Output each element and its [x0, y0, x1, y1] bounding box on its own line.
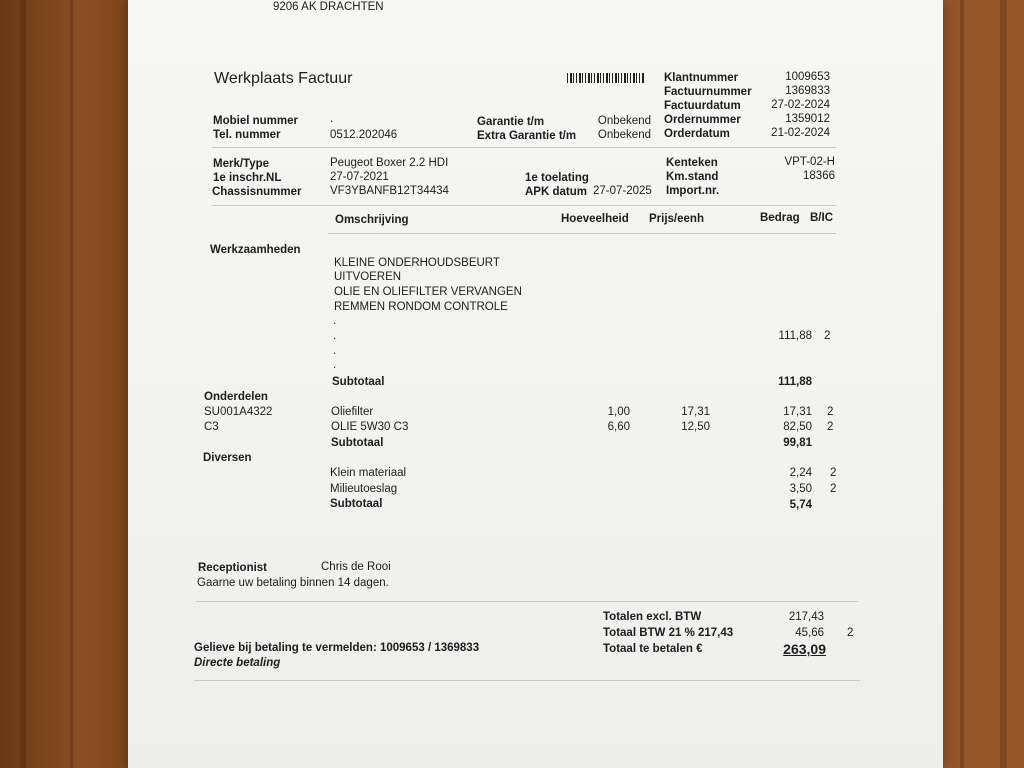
total-due-value: 263,09 — [783, 641, 826, 657]
part-desc: Oliefilter — [331, 406, 374, 418]
address-line: 9206 AK DRACHTEN — [273, 1, 384, 13]
werk-line: REMMEN RONDOM CONTROLE — [334, 301, 508, 313]
meta-value-factuurnummer: 1369833 — [785, 85, 830, 97]
diversen-subtotal-label: Subtotaal — [330, 498, 383, 510]
payment-method: Directe betaling — [194, 657, 281, 669]
tel-label: Tel. nummer — [213, 129, 281, 141]
meta-value-klantnummer: 1009653 — [785, 71, 830, 83]
part-price: 12,50 — [681, 421, 710, 433]
receptionist-name: Chris de Rooi — [321, 561, 391, 573]
kenteken-label: Kenteken — [666, 157, 718, 169]
chassis-label: Chassisnummer — [212, 186, 302, 198]
werk-subtotal-label: Subtotaal — [332, 376, 385, 388]
total-btw-value: 45,66 — [795, 627, 824, 639]
part-bic: 2 — [827, 421, 834, 433]
divers-bic: 2 — [830, 483, 837, 495]
meta-value-orderdatum: 21-02-2024 — [771, 127, 830, 139]
werk-dot: . — [333, 359, 337, 371]
werk-line: KLEINE ONDERHOUDSBEURT — [334, 257, 500, 269]
werk-heading: Werkzaamheden — [210, 244, 301, 256]
total-btw-code: 2 — [847, 627, 854, 639]
garantie-label: Garantie t/m — [477, 116, 545, 128]
meta-label-factuurnummer: Factuurnummer — [664, 86, 752, 98]
part-amount: 82,50 — [783, 421, 812, 433]
part-qty: 6,60 — [607, 421, 630, 433]
part-amount: 17,31 — [783, 406, 812, 418]
divers-desc: Milieutoeslag — [330, 483, 398, 495]
extra-garantie-label: Extra Garantie t/m — [477, 130, 577, 142]
divers-bic: 2 — [830, 467, 837, 479]
diversen-subtotal-value: 5,74 — [789, 499, 812, 511]
apk-value: 27-07-2025 — [593, 185, 652, 197]
divider — [212, 205, 836, 206]
werk-subtotal-value: 111,88 — [778, 376, 812, 388]
invoice-title: Werkplaats Factuur — [214, 70, 353, 87]
onderdelen-subtotal-value: 99,81 — [783, 437, 812, 449]
import-label: Import.nr. — [666, 185, 720, 197]
col-bic: B/IC — [810, 212, 833, 224]
payment-reference: Gelieve bij betaling te vermelden: 1009653 / 1369833 — [194, 642, 480, 654]
mobiel-value: . — [330, 113, 334, 125]
col-omschrijving: Omschrijving — [335, 214, 409, 226]
meta-label-orderdatum: Orderdatum — [664, 128, 730, 140]
onderdelen-heading: Onderdelen — [204, 391, 268, 403]
meta-label-klantnummer: Klantnummer — [664, 72, 739, 84]
diversen-heading: Diversen — [203, 452, 252, 464]
mobiel-label: Mobiel nummer — [213, 115, 298, 127]
kenteken-value: VPT-02-H — [784, 156, 835, 168]
part-price: 17,31 — [681, 406, 710, 418]
col-bedrag: Bedrag — [760, 212, 800, 224]
meta-label-ordernummer: Ordernummer — [664, 114, 741, 126]
extra-garantie-value: Onbekend — [597, 129, 651, 141]
divider — [212, 147, 836, 148]
total-excl-label: Totalen excl. BTW — [603, 611, 702, 623]
km-label: Km.stand — [666, 171, 719, 183]
toelating-label: 1e toelating — [525, 172, 589, 184]
receptionist-label: Receptionist — [198, 562, 268, 574]
chassis-value: VF3YBANFB12T34434 — [330, 185, 449, 197]
werk-dot: . — [333, 315, 337, 327]
merk-label: Merk/Type — [213, 158, 270, 170]
merk-value: Peugeot Boxer 2.2 HDI — [330, 157, 449, 169]
invoice-paper — [128, 0, 943, 768]
divers-amount: 2,24 — [789, 467, 812, 479]
meta-value-ordernummer: 1359012 — [785, 113, 830, 125]
total-due-label: Totaal te betalen € — [603, 643, 703, 655]
divider — [196, 601, 858, 602]
total-btw-label: Totaal BTW 21 % 217,43 — [603, 627, 734, 639]
inschr-value: 27-07-2021 — [330, 171, 389, 183]
apk-label: APK datum — [525, 186, 587, 198]
km-value: 18366 — [803, 170, 835, 182]
divider — [328, 233, 836, 234]
garantie-value: Onbekend — [597, 115, 651, 127]
divers-desc: Klein materiaal — [330, 467, 407, 479]
part-code: SU001A4322 — [204, 406, 273, 418]
werk-line: UITVOEREN — [334, 271, 402, 283]
inschr-label: 1e inschr.NL — [213, 172, 282, 184]
tel-value: 0512.202046 — [330, 129, 398, 141]
part-qty: 1,00 — [607, 406, 630, 418]
part-code: C3 — [204, 421, 219, 433]
werk-dot: . — [333, 330, 337, 342]
meta-value-factuurdatum: 27-02-2024 — [771, 99, 830, 111]
col-hoeveelheid: Hoeveelheid — [561, 213, 629, 225]
total-excl-value: 217,43 — [788, 611, 824, 623]
divider — [194, 680, 860, 681]
werk-line: OLIE EN OLIEFILTER VERVANGEN — [334, 286, 522, 298]
meta-label-factuurdatum: Factuurdatum — [664, 100, 741, 112]
onderdelen-subtotal-label: Subtotaal — [331, 437, 384, 449]
payment-note: Gaarne uw betaling binnen 14 dagen. — [197, 577, 389, 589]
barcode-image — [567, 73, 645, 83]
part-desc: OLIE 5W30 C3 — [331, 421, 409, 433]
werk-bic: 2 — [824, 330, 831, 342]
divers-amount: 3,50 — [789, 483, 812, 495]
werk-dot: . — [333, 345, 337, 357]
werk-amount: 111,88 — [778, 330, 812, 342]
col-prijs: Prijs/eenh — [649, 213, 704, 225]
part-bic: 2 — [827, 406, 834, 418]
